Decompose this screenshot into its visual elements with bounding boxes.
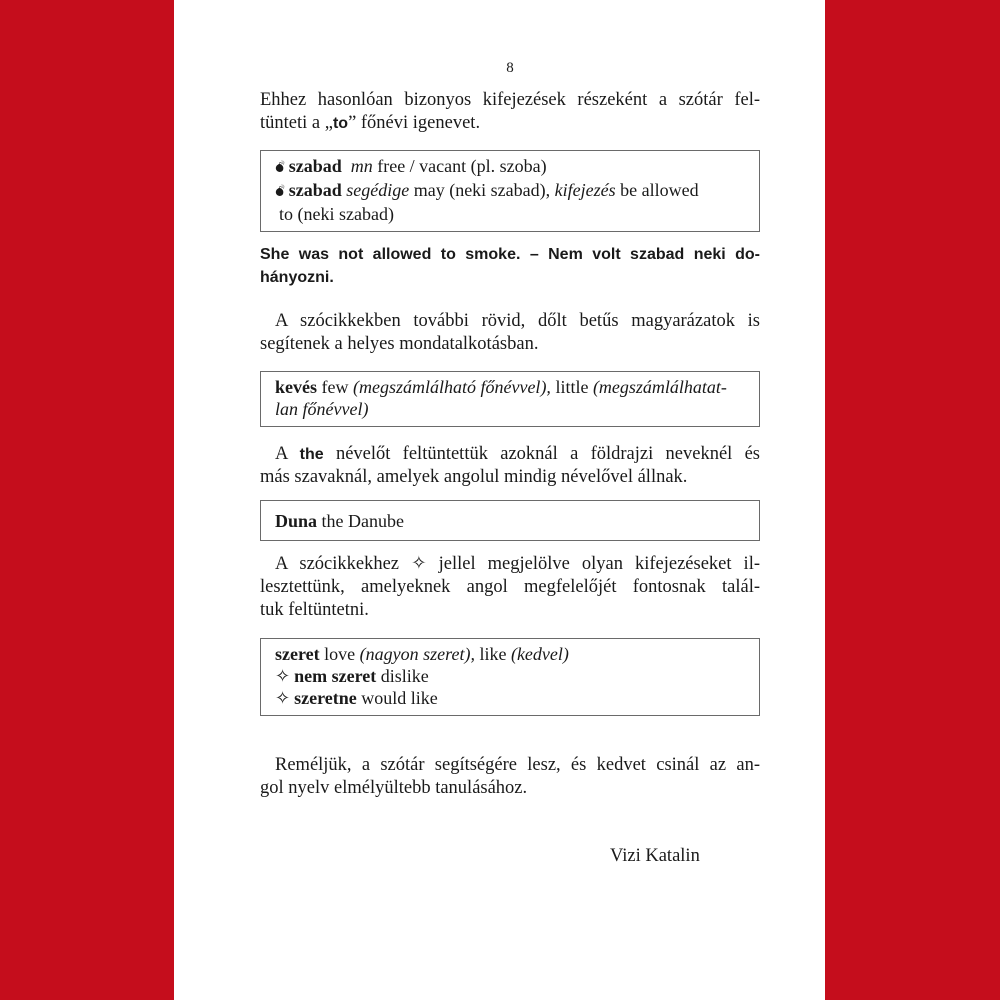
dictionary-entry-box [260, 500, 760, 541]
text-line: She was not allowed to smoke. – Nem volt szabad neki do- [260, 246, 760, 263]
entry-line: szeret love (nagyon szeret), like (kedvel) [275, 644, 569, 664]
entry-line: lan főnévvel) [275, 399, 369, 419]
page [174, 0, 825, 1000]
text-line: hányozni. [260, 269, 334, 286]
paragraph [260, 310, 760, 356]
closing-paragraph [260, 754, 760, 800]
page-number: 8 [506, 60, 514, 76]
entry-line: ✧ szeretne would like [275, 688, 438, 708]
dictionary-entry-box [260, 638, 760, 716]
paragraph [260, 553, 760, 622]
text-line: más szavaknál, amelyek angolul mindig névelővel állnak. [260, 467, 688, 487]
text-line: A szócikkekben további rövid, dőlt betűs magyarázatok is [275, 311, 760, 331]
text-line: Reméljük, a szótár segítségére lesz, és kedvet csinál az an- [275, 755, 760, 775]
entry-line: Duna the Danube [275, 511, 404, 531]
text-line: tünteti a „to” főnévi igenevet. [260, 113, 481, 133]
bold-term: to [332, 115, 349, 132]
entry-line: 💣︎ szabad segédige may (neki szabad), kifejezés be allowed [275, 180, 699, 200]
entry-line: to (neki szabad) [279, 204, 394, 224]
entry-line: 💣︎ szabad mn free / vacant (pl. szoba) [275, 156, 547, 176]
text-line: A szócikkekhez ✧ jellel megjelölve olyan kifejezéseket il- [275, 554, 760, 574]
intro-paragraph [260, 89, 760, 135]
four-point-star-icon: ✧ [275, 666, 291, 686]
text-line: gol nyelv elmélyültebb tanulásához. [260, 778, 528, 798]
four-point-star-icon: ✧ [275, 688, 291, 708]
bomb-icon: 💣︎ [275, 160, 285, 176]
paragraph [260, 443, 760, 489]
text-line: A the névelőt feltüntettük azoknál a földrajzi neveknél és [275, 444, 761, 464]
text-line: Ehhez hasonlóan bizonyos kifejezések részeként a szótár fel- [260, 90, 760, 110]
text-line: segítenek a helyes mondatalkotásban. [260, 334, 539, 354]
dictionary-entry-box [260, 371, 760, 427]
text-line: lesztettünk, amelyeknek angol megfelelőjét fontosnak talál- [260, 577, 760, 597]
entry-line: kevés few (megszámlálható főnévvel), little (megszámlálhatat- [275, 377, 727, 397]
signature: Vizi Katalin [610, 846, 700, 866]
text-line: tuk feltüntetni. [260, 600, 369, 620]
example-sentence [260, 243, 760, 289]
dictionary-entry-box [260, 150, 760, 232]
four-point-star-icon: ✧ [411, 554, 427, 574]
entry-line: ✧ nem szeret dislike [275, 666, 429, 686]
bomb-icon: 💣︎ [275, 184, 285, 200]
bold-term: the [299, 446, 324, 463]
